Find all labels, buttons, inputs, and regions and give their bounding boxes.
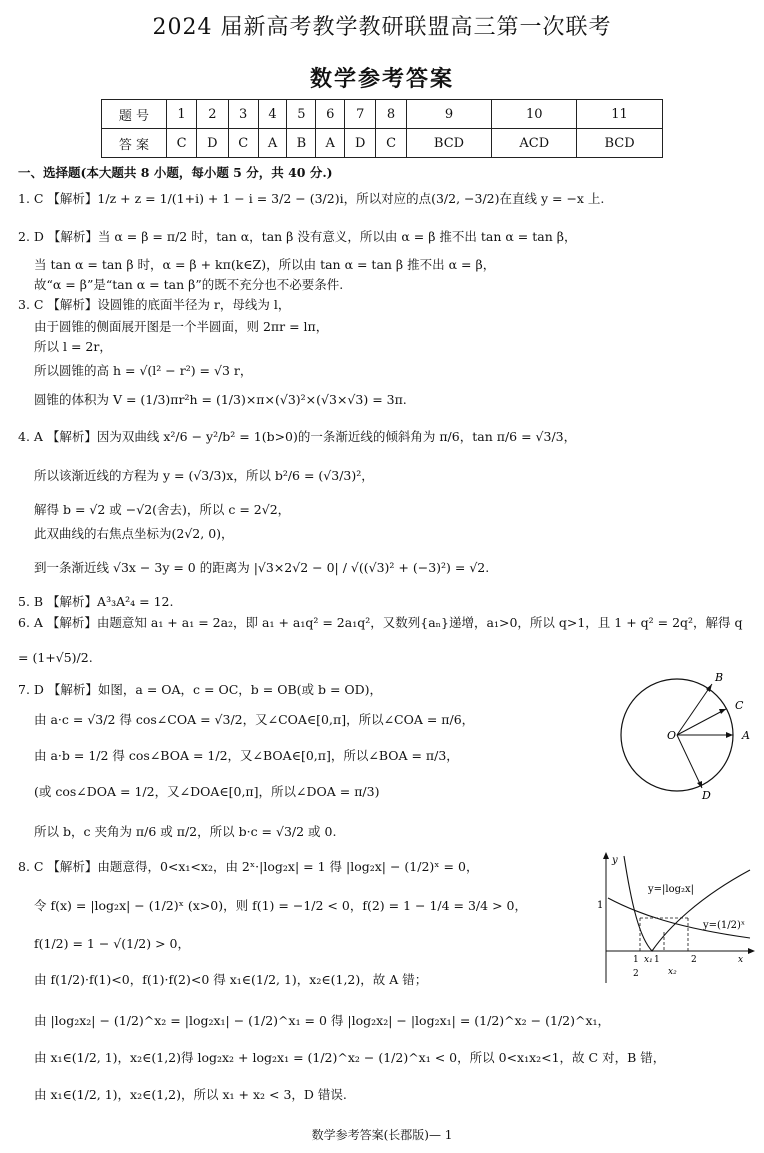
q4-line: 到一条渐近线 √3x − 3y = 0 的距离为 |√3×2√2 − 0| / √((√3)² + (−3)²) = √2.	[34, 560, 490, 575]
exp-curve	[608, 898, 750, 938]
q2-line: 当 tan α = tan β 时，α = β + kπ(k∈Z)，所以由 tan α = tan β 推不出 α = β，	[34, 257, 496, 272]
vector-oc	[677, 709, 726, 735]
q7-line: 由 a·c = √3/2 得 cos∠COA = √3/2，又∠COA∈[0,π]，所以∠COA = π/6，	[34, 712, 475, 727]
q3-line: 所以圆锥的高 h = √(l² − r²) = √3 r，	[34, 363, 253, 378]
q7-line: 7. D 【解析】如图，a = OA，c = OC，b = OB(或 b = OD)，	[18, 682, 383, 697]
q4-line: 4. A 【解析】因为双曲线 x²/6 − y²/b² = 1(b>0)的一条渐近线的倾斜角为 π/6，tan π/6 = √3/3，	[18, 429, 577, 444]
question-number: 2	[197, 100, 228, 129]
answer-table	[101, 99, 663, 158]
question-number: 9	[406, 100, 492, 129]
label-x-axis: x	[738, 955, 744, 965]
answer-cell: BCD	[577, 129, 663, 158]
page-footer: 数学参考答案(长郡版)— 1	[311, 1128, 453, 1142]
label-one-yaxis: 1	[597, 900, 604, 911]
answer-cell: ACD	[492, 129, 577, 158]
q8-line: 令 f(x) = |log₂x| − (1/2)ˣ (x>0)，则 f(1) = −1/2 < 0，f(2) = 1 − 1/4 = 3/4 > 0，	[34, 898, 527, 913]
q8-line: 8. C 【解析】由题意得，0<x₁<x₂，由 2ˣ·|log₂x| = 1 得 |log₂x| − (1/2)ˣ = 0，	[18, 859, 479, 874]
document-title: 2024 届新高考教学教研联盟高三第一次联考	[152, 15, 612, 40]
x-axis-arrow	[748, 948, 755, 954]
row-label-answer: 答 案	[102, 129, 167, 158]
row-label-number: 题 号	[102, 100, 167, 129]
label-half-denominator: 2	[633, 969, 639, 979]
q8-line: f(1/2) = 1 − √(1/2) > 0，	[34, 936, 190, 951]
label-half-numerator: 1	[633, 955, 639, 965]
label-o: O	[667, 729, 677, 742]
answer-cell: C	[228, 129, 258, 158]
q7-line: 所以 b，c 夹角为 π/6 或 π/2，所以 b·c = √3/2 或 0.	[34, 824, 337, 839]
label-two: 2	[691, 955, 697, 965]
q8-line: 由 x₁∈(1/2, 1)，x₂∈(1,2)，所以 x₁ + x₂ < 3，D 错误.	[34, 1087, 347, 1102]
question-number: 5	[287, 100, 316, 129]
question-number: 8	[376, 100, 406, 129]
question-number: 4	[258, 100, 287, 129]
answer-cell: B	[287, 129, 316, 158]
section-heading: 一、选择题(本大题共 8 小题，每小题 5 分，共 40 分.)	[18, 165, 333, 180]
q4-line: 解得 b = √2 或 −√2(舍去)，所以 c = 2√2，	[34, 502, 291, 517]
question-number: 1	[167, 100, 197, 129]
vector-od	[677, 735, 702, 788]
label-exp-curve: y=(1/2)ˣ	[703, 920, 746, 931]
q2-line: 2. D 【解析】当 α = β = π/2 时，tan α，tan β 没有意义，所以由 α = β 推不出 tan α = tan β，	[18, 229, 577, 244]
answer-cell: D	[345, 129, 376, 158]
answer-table-row-numbers	[102, 100, 663, 129]
q6-line: = (1+√5)/2.	[18, 650, 93, 665]
q3-line: 由于圆锥的侧面展开图是一个半圆面，则 2πr = lπ，	[34, 319, 329, 334]
question-number: 7	[345, 100, 376, 129]
answer-cell: A	[258, 129, 287, 158]
document-subtitle: 数学参考答案	[309, 66, 454, 92]
answer-cell: A	[316, 129, 345, 158]
q4-line: 此双曲线的右焦点坐标为(2√2, 0)，	[34, 526, 234, 541]
question-number: 10	[492, 100, 577, 129]
label-y-axis: y	[612, 855, 618, 866]
q6-line: 6. A 【解析】由题意知 a₁ + a₁ = 2a₂，即 a₁ + a₁q² = 2a₁q²，又数列{aₙ}递增，a₁>0，所以 q>1，且 1 + q² = 2q²，解得 q	[18, 615, 743, 630]
q8-line: 由 f(1/2)·f(1)<0，f(1)·f(2)<0 得 x₁∈(1/2, 1)，x₂∈(1,2)，故 A 错；	[34, 972, 428, 987]
label-log-curve: y=|log₂x|	[648, 884, 695, 895]
arrowhead-c	[719, 709, 726, 714]
label-c: C	[735, 699, 744, 712]
question-number: 3	[228, 100, 258, 129]
q3-line: 圆锥的体积为 V = (1/3)πr²h = (1/3)×π×(√3)²×(√3×√3) = 3π.	[34, 392, 407, 407]
label-x2: x₂	[668, 967, 677, 977]
q2-line: 故“α = β”是“tan α = tan β”的既不充分也不必要条件.	[34, 277, 344, 292]
vector-circle-figure	[612, 668, 762, 816]
answer-cell: C	[167, 129, 197, 158]
q7-line: (或 cos∠DOA = 1/2，又∠DOA∈[0,π]，所以∠DOA = π/3)	[34, 784, 380, 799]
q7-line: 由 a·b = 1/2 得 cos∠BOA = 1/2，又∠BOA∈[0,π]，所以∠BOA = π/3，	[34, 748, 459, 763]
vector-ob	[677, 684, 712, 735]
answer-cell: D	[197, 129, 228, 158]
label-one-xaxis: 1	[654, 955, 660, 965]
q8-line: 由 x₁∈(1/2, 1)，x₂∈(1,2)得 log₂x₂ + log₂x₁ = (1/2)^x₂ − (1/2)^x₁ < 0，所以 0<x₁x₂<1，故 C 对，B 错，	[34, 1050, 666, 1065]
q3-line: 所以 l = 2r，	[34, 339, 112, 354]
q4-line: 所以该渐近线的方程为 y = (√3/3)x，所以 b²/6 = (√3/3)²，	[34, 468, 374, 483]
label-a: A	[742, 729, 750, 742]
y-axis-arrow	[603, 852, 609, 859]
log-curve	[624, 856, 750, 951]
label-b: B	[715, 671, 724, 684]
label-x1: x₁	[644, 955, 653, 965]
q8-line: 由 |log₂x₂| − (1/2)^x₂ = |log₂x₁| − (1/2)^x₁ = 0 得 |log₂x₂| − |log₂x₁| = (1/2)^x₂ − (1/2)^x₁，	[34, 1013, 611, 1028]
arrowhead-a	[726, 732, 733, 738]
label-d: D	[702, 789, 711, 802]
answer-cell: C	[376, 129, 406, 158]
question-number: 6	[316, 100, 345, 129]
q1-solution: 1. C 【解析】1/z + z = 1/(1+i) + 1 − i = 3/2 − (3/2)i，所以对应的点(3/2, −3/2)在直线 y = −x 上.	[18, 191, 605, 206]
q5-solution: 5. B 【解析】A³₃A²₄ = 12.	[18, 594, 174, 609]
function-graph-figure	[588, 848, 758, 988]
answer-table-row-answers	[102, 129, 663, 158]
question-number: 11	[577, 100, 663, 129]
answer-cell: BCD	[406, 129, 492, 158]
q3-line: 3. C 【解析】设圆锥的底面半径为 r，母线为 l，	[18, 297, 291, 312]
